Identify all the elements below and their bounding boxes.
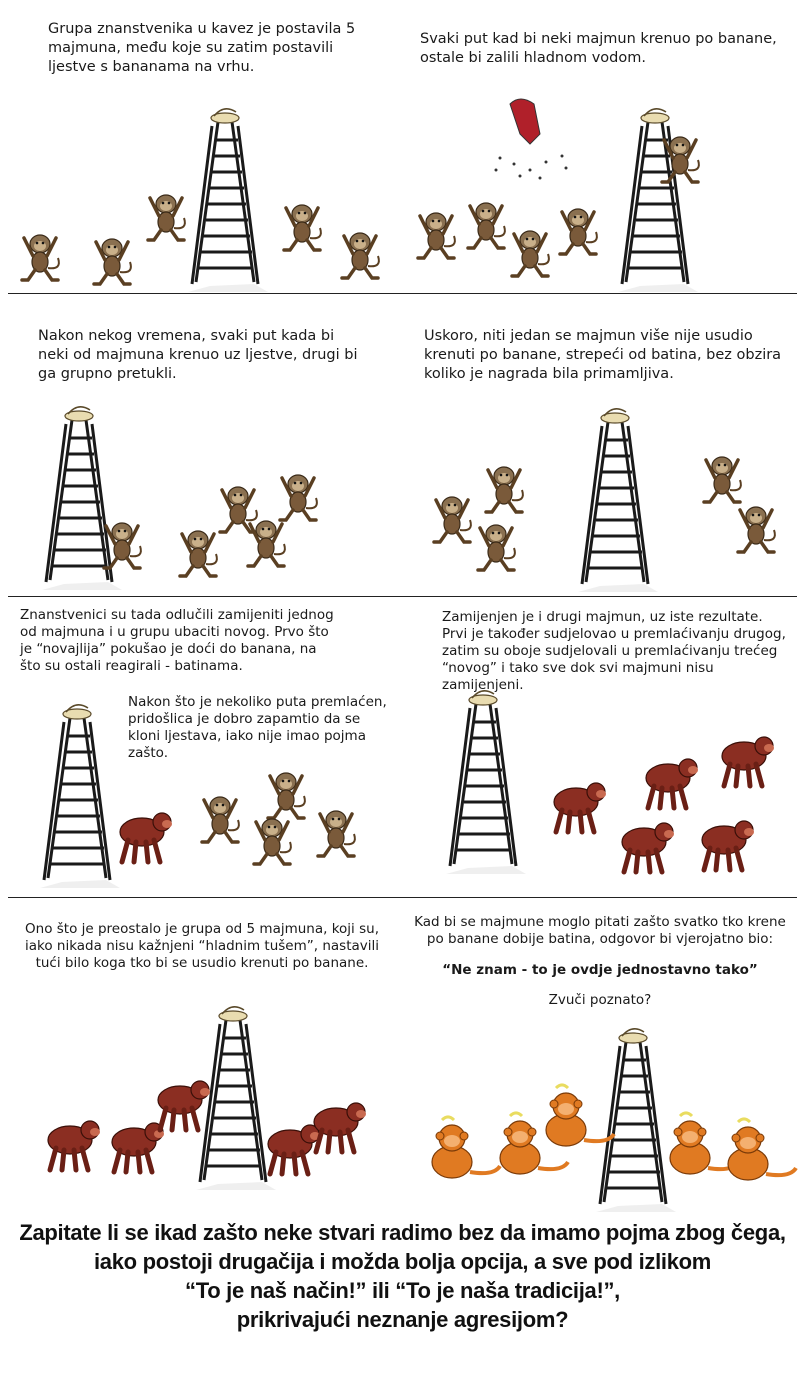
monkey-icon xyxy=(280,475,317,520)
closing-line-4: prikrivajući neznanje agresijom? xyxy=(236,1307,569,1332)
ladder-icon xyxy=(596,1029,676,1212)
red-monkey-icon xyxy=(120,813,172,862)
ladder-icon xyxy=(188,109,268,292)
monkey-icon xyxy=(468,203,505,248)
ladder-icon xyxy=(578,409,658,592)
panel-7-caption: Ono što je preostalo je grupa od 5 majmuna, koji su, iako nikada nisu kažnjeni “hladnim tušem”, nastavili tući bilo koga tko bi se usudio krenuti po banane. xyxy=(24,921,380,971)
monkey-icon xyxy=(248,521,285,566)
monkey-icon xyxy=(560,209,597,254)
red-monkey-icon xyxy=(722,737,774,786)
panel-7-scene xyxy=(48,1007,366,1190)
panel-2-scene xyxy=(418,99,699,292)
monkey-icon xyxy=(148,195,185,240)
monkey-icon xyxy=(22,235,59,280)
closing-line-3: “To je naš način!” ili “To je naša tradicija!”, xyxy=(185,1278,620,1303)
panel-3-scene xyxy=(42,407,317,590)
orange-monkey-icon xyxy=(546,1085,614,1146)
orange-monkey-icon xyxy=(432,1117,500,1178)
panel-3-caption: Nakon nekog vremena, svaki put kada bi neki od majmuna krenuo uz ljestve, drugi bi ga grupno pretukli. xyxy=(38,328,358,382)
red-monkey-icon xyxy=(112,1123,164,1172)
ladder-icon xyxy=(446,691,526,874)
monkey-icon xyxy=(180,531,217,576)
monkey-icon xyxy=(418,213,455,258)
panel-1-caption: Grupa znanstvenika u kavez je postavila 5 majmuna, među koje su zatim postavili ljestve s bananama na vrhu. xyxy=(48,21,356,75)
monkey-icon xyxy=(512,231,549,276)
ladder-icon xyxy=(196,1007,276,1190)
red-monkey-icon xyxy=(158,1081,210,1130)
panel-5-scene xyxy=(40,705,355,888)
panel-8-scene xyxy=(432,1029,796,1212)
ladder-icon xyxy=(42,407,122,590)
shower-icon xyxy=(510,99,540,144)
monkey-icon xyxy=(486,467,523,512)
monkey-icon xyxy=(94,239,131,284)
ladder-icon xyxy=(618,109,698,292)
closing-message xyxy=(0,1218,805,1334)
panel-8-quote: “Ne znam - to je ovdje jednostavno tako” xyxy=(442,962,758,978)
monkey-icon xyxy=(342,233,379,278)
monkey-icon xyxy=(434,497,471,542)
red-monkey-icon xyxy=(48,1121,100,1170)
monkey-icon xyxy=(268,773,305,818)
panel-5-caption-2: Nakon što je nekoliko puta premlaćen, pridošlica je dobro zapamtio da se kloni ljestava, iako nije imao pojma zašto. xyxy=(128,694,387,761)
red-monkey-icon xyxy=(646,759,698,808)
panel-8-tail: Zvuči poznato? xyxy=(548,992,652,1008)
panel-4-scene xyxy=(434,409,775,592)
closing-line-2: iako postoji drugačija i možda bolja opcija, a sve pod izlikom xyxy=(93,1249,712,1274)
monkey-icon xyxy=(254,819,291,864)
monkey-icon xyxy=(284,205,321,250)
red-monkey-icon xyxy=(268,1125,320,1174)
red-monkey-icon xyxy=(622,823,674,872)
monkey-icon xyxy=(202,797,239,842)
closing-line-1: Zapitate li se ikad zašto neke stvari radimo bez da imamo pojma zbog čega, xyxy=(19,1220,786,1245)
panel-6-caption: Zamijenjen je i drugi majmun, uz iste rezultate. Prvi je također sudjelovao u premlaćivanju drugog, zatim su oboje sudjelovali u premlaćivanju trećeg “novog” i tako sve dok svi majmuni nisu zamijenjeni. xyxy=(442,609,786,693)
panel-1-scene xyxy=(22,109,379,292)
monkey-icon xyxy=(704,457,741,502)
panel-8-caption: Kad bi se majmune moglo pitati zašto svatko tko krene po banane dobije batina, odgovor bi vjerojatno bio: xyxy=(414,914,786,947)
monkey-icon xyxy=(738,507,775,552)
red-monkey-icon xyxy=(702,821,754,870)
panel-2-caption: Svaki put kad bi neki majmun krenuo po banane, ostale bi zalili hladnom vodom. xyxy=(420,31,777,66)
orange-monkey-icon xyxy=(728,1119,796,1180)
monkey-icon xyxy=(318,811,355,856)
red-monkey-icon xyxy=(554,783,606,832)
ladder-icon xyxy=(40,705,120,888)
panel-4-caption: Uskoro, niti jedan se majmun više nije usudio krenuti po banane, strepeći od batina, bez obzira koliko je nagrada bila primamljiva. xyxy=(424,328,782,382)
panel-6-scene xyxy=(446,691,774,874)
monkey-icon xyxy=(478,525,515,570)
panel-5-caption: Znanstvenici su tada odlučili zamijeniti jednog od majmuna i u grupu ubaciti novog. Prvo što je “novajlija” pokušao je doći do banana, na što su ostali reagirali - batinama. xyxy=(20,607,334,674)
red-monkey-icon xyxy=(314,1103,366,1152)
